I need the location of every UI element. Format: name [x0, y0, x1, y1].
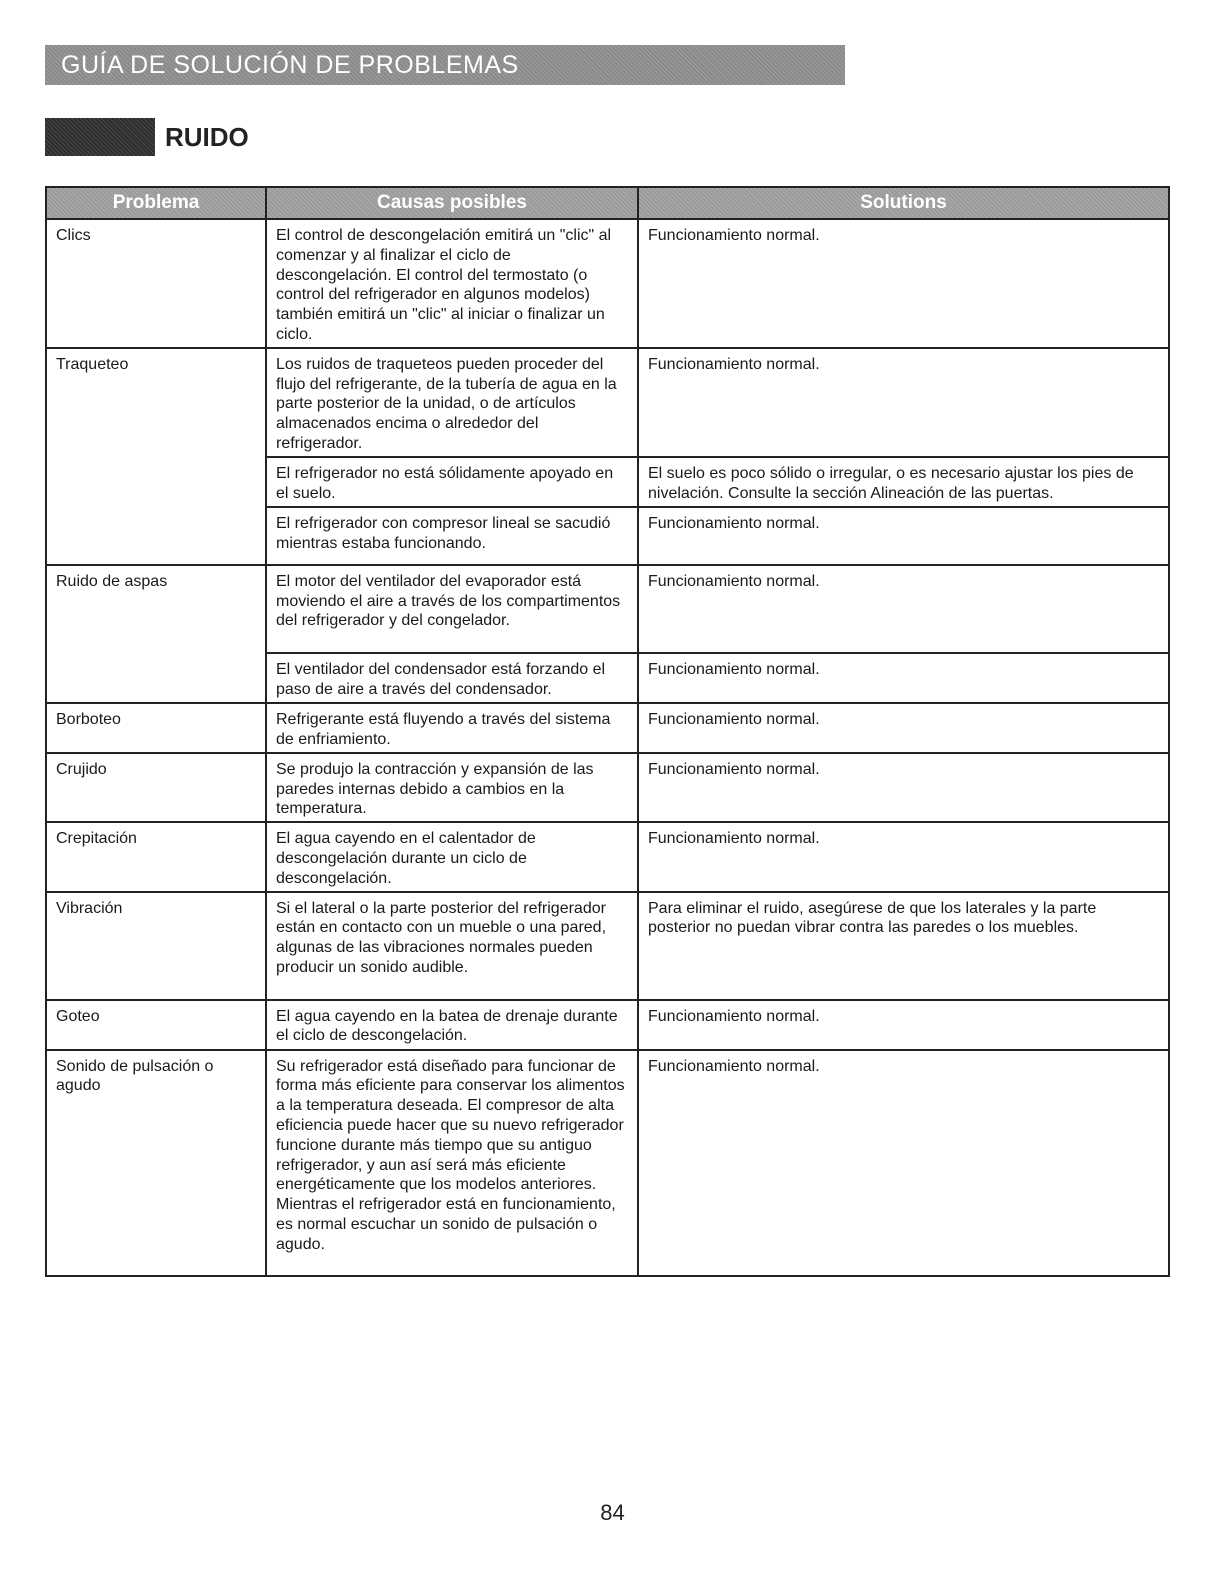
troubleshooting-table — [45, 186, 1170, 1277]
cause-cell: El control de descongelación emitirá un "clic" al comenzar y al finalizar el ciclo de descongelación. El control del termostato (o control del refrigerador en algunos modelos) también emitirá un "clic" al iniciar o finalizar un ciclo. — [266, 219, 638, 348]
table-row — [46, 892, 1169, 1000]
solution-cell: Para eliminar el ruido, asegúrese de que los laterales y la parte posterior no puedan vibrar contra las paredes o los muebles. — [638, 892, 1169, 1000]
solution-cell: Funcionamiento normal. — [638, 1000, 1169, 1050]
problem-cell: Clics — [46, 219, 266, 348]
table-row — [46, 1050, 1169, 1276]
cause-cell: El refrigerador no está sólidamente apoyado en el suelo. — [266, 457, 638, 507]
cause-cell: El agua cayendo en la batea de drenaje durante el ciclo de descongelación. — [266, 1000, 638, 1050]
cause-cell: Refrigerante está fluyendo a través del sistema de enfriamiento. — [266, 703, 638, 753]
cause-cell: Si el lateral o la parte posterior del refrigerador están en contacto con un mueble o una pared, algunas de las vibraciones normales pueden producir un sonido audible. — [266, 892, 638, 1000]
page-number: 84 — [600, 1500, 625, 1525]
problem-cell: Ruido de aspas — [46, 565, 266, 703]
table-row — [46, 753, 1169, 822]
solution-cell: Funcionamiento normal. — [638, 1050, 1169, 1276]
column-header-solutions: Solutions — [638, 187, 1169, 219]
table-row — [46, 219, 1169, 348]
column-header-causes: Causas posibles — [266, 187, 638, 219]
problem-cell: Borboteo — [46, 703, 266, 753]
cause-cell: Se produjo la contracción y expansión de las paredes internas debido a cambios en la temperatura. — [266, 753, 638, 822]
guide-banner: GUÍA DE SOLUCIÓN DE PROBLEMAS — [45, 45, 845, 85]
solution-cell: Funcionamiento normal. — [638, 219, 1169, 348]
table-row — [46, 348, 1169, 457]
cause-cell: El agua cayendo en el calentador de descongelación durante un ciclo de descongelación. — [266, 822, 638, 891]
cause-cell: El refrigerador con compresor lineal se sacudió mientras estaba funcionando. — [266, 507, 638, 565]
problem-cell: Crujido — [46, 753, 266, 822]
cause-cell: El motor del ventilador del evaporador está moviendo el aire a través de los compartimentos del refrigerador y del congelador. — [266, 565, 638, 653]
problem-cell: Crepitación — [46, 822, 266, 891]
column-header-problem: Problema — [46, 187, 266, 219]
cause-cell: Los ruidos de traqueteos pueden proceder del flujo del refrigerante, de la tubería de agua en la parte posterior de la unidad, o de artículos almacenados encima o alrededor del refrigerador. — [266, 348, 638, 457]
problem-cell: Traqueteo — [46, 348, 266, 565]
solution-cell: Funcionamiento normal. — [638, 753, 1169, 822]
table-row — [46, 565, 1169, 653]
table-header-row — [46, 187, 1169, 219]
solution-cell: Funcionamiento normal. — [638, 348, 1169, 457]
table-row — [46, 1000, 1169, 1050]
problem-cell: Goteo — [46, 1000, 266, 1050]
section-marker-block — [45, 118, 155, 156]
table-row — [46, 822, 1169, 891]
problem-cell: Vibración — [46, 892, 266, 1000]
solution-cell: Funcionamiento normal. — [638, 703, 1169, 753]
solution-cell: El suelo es poco sólido o irregular, o es necesario ajustar los pies de nivelación. Consulte la sección Alineación de las puertas. — [638, 457, 1169, 507]
solution-cell: Funcionamiento normal. — [638, 653, 1169, 703]
cause-cell: Su refrigerador está diseñado para funcionar de forma más eficiente para conservar los alimentos a la temperatura deseada. El compresor de alta eficiencia puede hacer que su nuevo refrigerador funcione durante más tiempo que su antiguo refrigerador, y aun así será más eficiente energéticamente que los modelos anteriores. Mientras el refrigerador está en funcionamiento, es normal escuchar un sonido de pulsación o agudo. — [266, 1050, 638, 1276]
solution-cell: Funcionamiento normal. — [638, 565, 1169, 653]
problem-cell: Sonido de pulsación o agudo — [46, 1050, 266, 1276]
solution-cell: Funcionamiento normal. — [638, 822, 1169, 891]
cause-cell: El ventilador del condensador está forzando el paso de aire a través del condensador. — [266, 653, 638, 703]
solution-cell: Funcionamiento normal. — [638, 507, 1169, 565]
table-row — [46, 703, 1169, 753]
section-title: RUIDO — [165, 122, 249, 152]
